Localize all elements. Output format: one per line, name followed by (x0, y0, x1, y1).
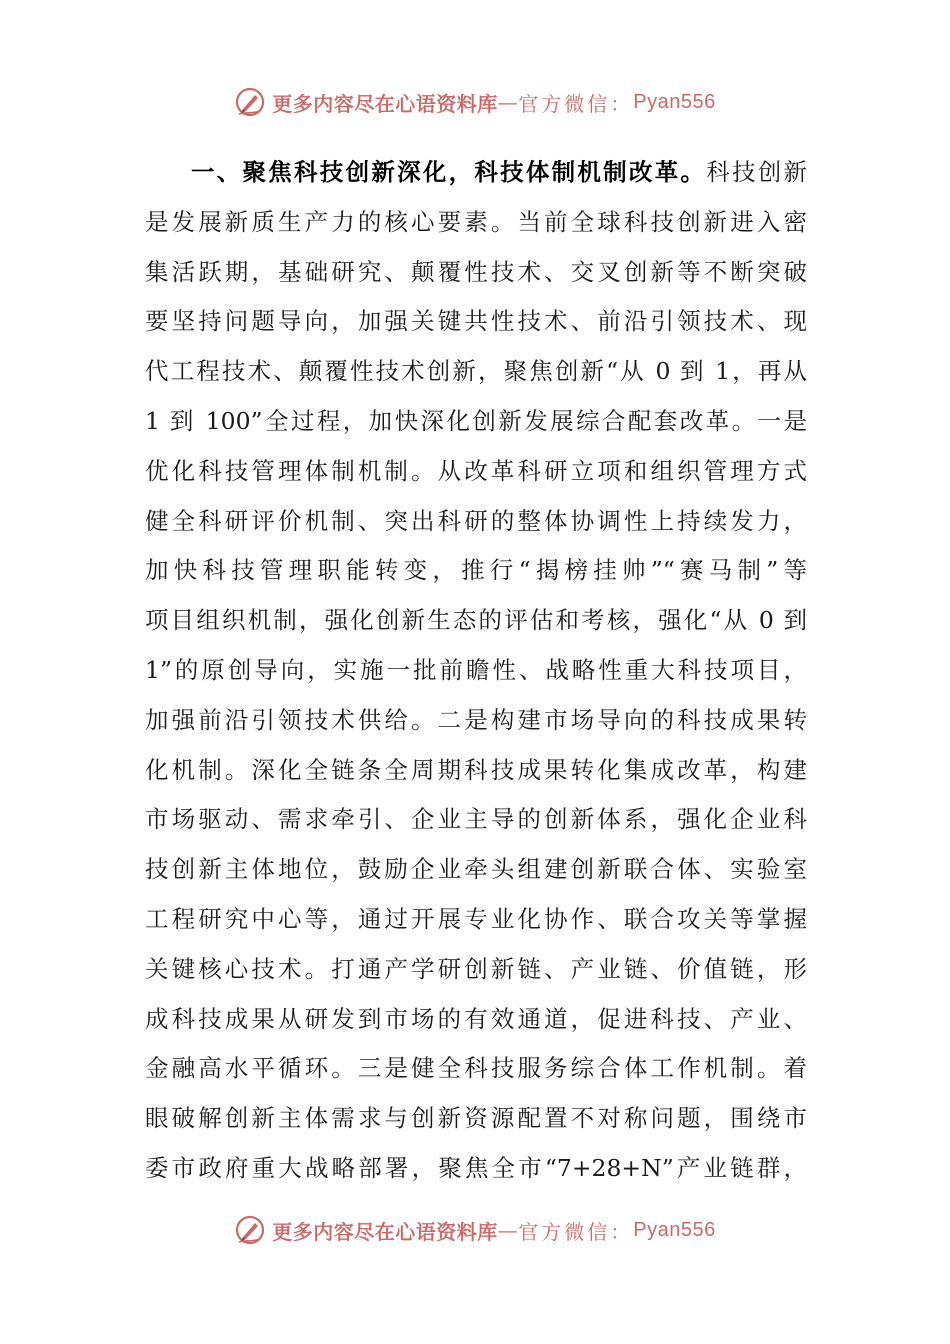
paragraph-line: 技创新主体地位，鼓励企业牵头组建创新联合体、实验室 (145, 855, 807, 884)
paragraph-line: 1 到 100”全过程，加快深化创新发展综合配套改革。一是 (145, 406, 807, 435)
paragraph-line: 加强前沿引领技术供给。二是构建市场导向的科技成果转 (145, 705, 807, 734)
paragraph-line: 眼破解创新主体需求与创新资源配置不对称问题，围绕市 (145, 1104, 807, 1133)
paragraph-line: 项目组织机制，强化创新生态的评估和考核，强化“从 0 到 (145, 606, 807, 635)
paragraph-line: 优化科技管理体制机制。从改革科研立项和组织管理方式 (145, 456, 807, 485)
paragraph-line: 化机制。深化全链条全周期科技成果转化集成改革，构建 (145, 755, 807, 784)
paragraph-line: 金融高水平循环。三是健全科技服务综合体工作机制。着 (145, 1054, 807, 1083)
paragraph-line: 健全科研评价机制、突出科研的整体协调性上持续发力， (145, 506, 807, 535)
paragraph-line: 加快科技管理职能转变，推行“揭榜挂帅”“赛马制”等 (145, 556, 807, 585)
document-body (145, 148, 807, 1194)
paragraph-line: 工程研究中心等，通过开展专业化协作、联合攻关等掌握 (145, 904, 807, 933)
paragraph-line: 委市政府重大战略部署，聚焦全市“7+28+N”产业链群， (145, 1153, 807, 1182)
watermark-dash: — (497, 1218, 519, 1242)
watermark-footer (0, 1212, 950, 1248)
watermark-official-label: 官方微信： (518, 91, 634, 116)
paragraph-line-heading (145, 148, 807, 198)
watermark-wechat-id: Pyan556 (633, 90, 716, 113)
pen-logo-icon (234, 1214, 266, 1246)
section-heading: 一、聚焦科技创新深化，科技体制机制改革。 (191, 158, 707, 186)
heading-continuation: 科技创新 (706, 158, 807, 186)
paragraph-line: 成科技成果从研发到市场的有效通道，促进科技、产业、 (145, 1004, 807, 1033)
watermark-official-label: 官方微信： (518, 1219, 634, 1244)
paragraph-line: 市场驱动、需求牵引、企业主导的创新体系，强化企业科 (145, 805, 807, 834)
paragraph-line: 要坚持问题导向，加强关键共性技术、前沿引领技术、现 (145, 307, 807, 336)
watermark-header (0, 84, 950, 120)
paragraph-line: 1”的原创导向，实施一批前瞻性、战略性重大科技项目， (145, 655, 807, 684)
watermark-title: 更多内容尽在心语资料库 (272, 91, 498, 116)
pen-logo-icon (234, 86, 266, 118)
paragraph-line: 是发展新质生产力的核心要素。当前全球科技创新进入密 (145, 207, 807, 236)
watermark-dash: — (497, 90, 519, 114)
watermark-title: 更多内容尽在心语资料库 (272, 1219, 498, 1244)
watermark-wechat-id: Pyan556 (633, 1218, 716, 1241)
paragraph-line: 代工程技术、颠覆性技术创新，聚焦创新“从 0 到 1，再从 (145, 357, 807, 386)
paragraph-line: 关键核心技术。打通产学研创新链、产业链、价值链，形 (145, 954, 807, 983)
paragraph-line: 集活跃期，基础研究、颠覆性技术、交叉创新等不断突破 (145, 257, 807, 286)
